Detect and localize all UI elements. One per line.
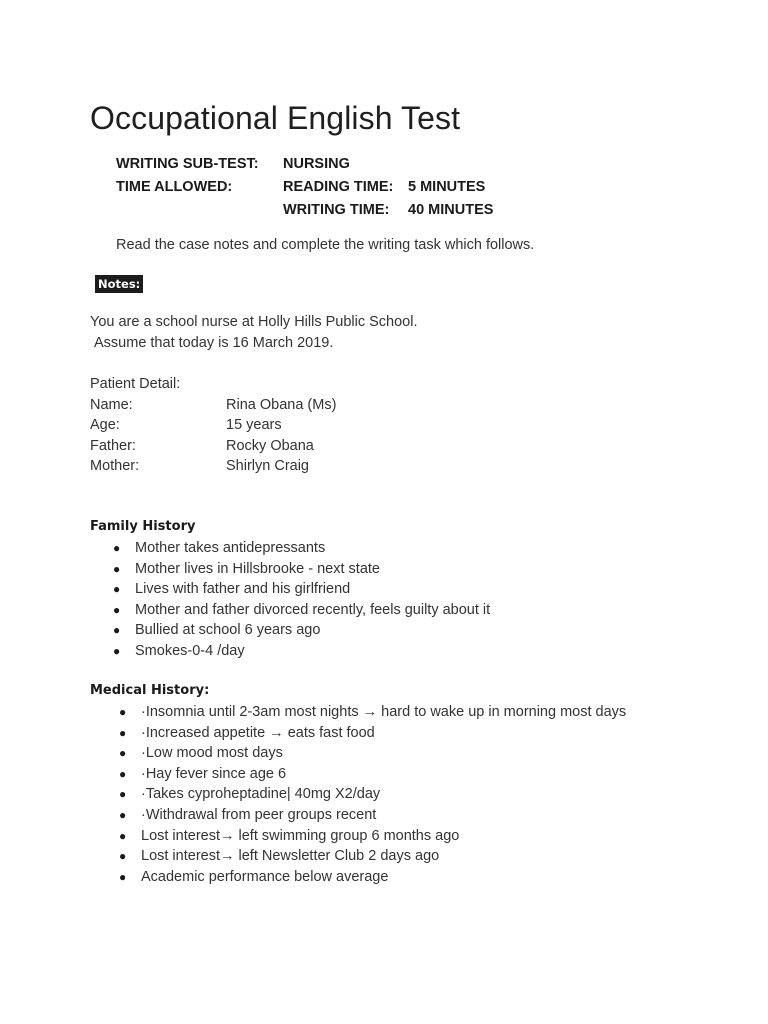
reading-time-label: READING TIME: xyxy=(283,179,394,195)
patient-key: Name: xyxy=(90,396,133,413)
reading-time-value: 5 MINUTES xyxy=(408,179,486,195)
list-item-text: Lost interest→ left Newsletter Club 2 days ago xyxy=(141,848,440,865)
list-item xyxy=(113,559,490,580)
writing-time-value: 40 MINUTES xyxy=(408,202,494,218)
list-item xyxy=(113,579,490,600)
list-item xyxy=(119,846,626,867)
list-item-text: Bullied at school 6 years ago xyxy=(135,622,321,639)
bullet-icon: ● xyxy=(119,787,127,802)
subtest-value: NURSING xyxy=(283,156,350,172)
patient-detail-block xyxy=(90,374,336,477)
patient-value: Rina Obana (Ms) xyxy=(226,396,337,413)
list-item xyxy=(119,743,626,764)
time-allowed-label: TIME ALLOWED: xyxy=(116,179,233,195)
subtest-label: WRITING SUB-TEST: xyxy=(116,156,259,172)
list-item-text: Mother takes antidepressants xyxy=(135,540,326,556)
page-title: Occupational English Test xyxy=(90,100,461,136)
bullet-icon: ● xyxy=(119,869,127,884)
list-item-text: Smokes-0-4 /day xyxy=(135,642,245,659)
list-item-text: ·Increased appetite → eats fast food xyxy=(141,724,375,741)
list-item-text: ·Insomnia until 2-3am most nights → hard to wake up in morning most days xyxy=(141,704,627,720)
list-item-text: Lives with father and his girlfriend xyxy=(135,581,351,598)
list-item xyxy=(119,702,627,723)
list-item xyxy=(113,600,491,621)
bullet-icon: ● xyxy=(119,849,127,864)
bullet-icon: ● xyxy=(119,766,127,781)
patient-key: Father: xyxy=(90,437,136,454)
list-item-text: ·Withdrawal from peer groups recent xyxy=(141,806,377,823)
patient-row xyxy=(90,456,336,477)
list-item-text: Lost interest→ left swimming group 6 months ago xyxy=(141,827,460,844)
writing-time-row xyxy=(116,199,493,222)
patient-key: Mother: xyxy=(90,458,140,474)
bullet-icon: ● xyxy=(113,582,121,597)
instruction-text: Read the case notes and complete the writing task which follows. xyxy=(116,237,535,253)
patient-row xyxy=(90,415,336,436)
list-item xyxy=(119,784,626,805)
list-item xyxy=(119,826,626,847)
writing-time-label: WRITING TIME: xyxy=(283,202,390,218)
medical-history-heading: Medical History: xyxy=(90,683,210,698)
notes-badge: Notes: xyxy=(95,275,143,293)
time-allowed-row xyxy=(116,176,493,199)
list-item xyxy=(119,867,626,888)
list-item-text: Mother lives in Hillsbrooke - next state xyxy=(135,560,380,577)
patient-value: 15 years xyxy=(226,417,282,433)
patient-value: Rocky Obana xyxy=(226,437,314,454)
list-item-text: Academic performance below average xyxy=(141,868,389,885)
bullet-icon: ● xyxy=(113,643,121,658)
intro-line-2: Assume that today is 16 March 2019. xyxy=(94,334,334,351)
list-item xyxy=(119,723,626,744)
bullet-icon: ● xyxy=(113,561,121,576)
list-item-text: ·Takes cyproheptadine| 40mg X2/day xyxy=(141,786,381,803)
subtest-row xyxy=(116,153,493,176)
family-history-list xyxy=(113,538,491,662)
bullet-icon: ● xyxy=(119,746,127,761)
bullet-icon: ● xyxy=(113,602,121,617)
list-item-text: ·Hay fever since age 6 xyxy=(141,765,287,782)
intro-line-1: You are a school nurse at Holly Hills Public School. xyxy=(90,314,418,330)
list-item xyxy=(119,805,626,826)
bullet-icon: ● xyxy=(113,623,121,638)
patient-detail-heading: Patient Detail: xyxy=(90,376,181,392)
list-item xyxy=(119,764,626,785)
bullet-icon: ● xyxy=(119,725,127,740)
list-item xyxy=(113,620,490,641)
patient-key: Age: xyxy=(90,417,120,433)
bullet-icon: ● xyxy=(119,828,127,843)
family-history-heading: Family History xyxy=(90,519,196,534)
bullet-icon: ● xyxy=(119,705,127,719)
list-item-text: ·Low mood most days xyxy=(141,745,283,762)
test-info-block xyxy=(116,153,493,222)
patient-row xyxy=(90,395,336,416)
patient-row xyxy=(90,436,336,457)
list-item xyxy=(113,538,490,559)
list-item-text: Mother and father divorced recently, feels guilty about it xyxy=(135,601,491,618)
spacer xyxy=(116,199,283,222)
list-item xyxy=(113,641,490,662)
intro-block xyxy=(90,312,418,353)
medical-history-list xyxy=(119,702,627,887)
bullet-icon: ● xyxy=(113,541,121,555)
bullet-icon: ● xyxy=(119,807,127,822)
patient-value: Shirlyn Craig xyxy=(226,458,309,474)
